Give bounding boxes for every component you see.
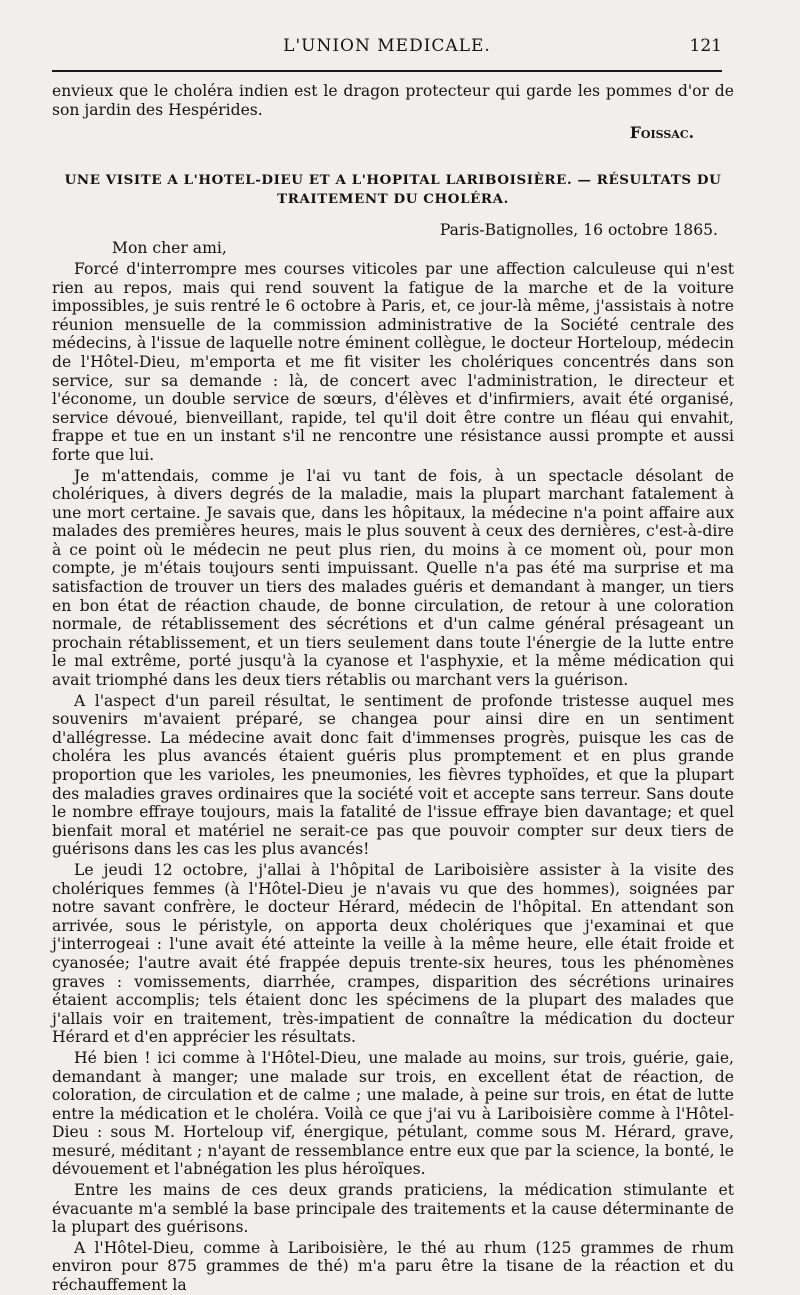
- header-rule: [52, 70, 722, 72]
- paragraph-5: Hé bien ! ici comme à l'Hôtel-Dieu, une malade au moins, sur trois, guérie, gaie, demandant à manger; une malade sur trois, en excellent état de réaction, de coloration, de circulation et de calme ; une malade, à peine sur trois, en état de lutte entre la médication et le choléra. Voilà ce que j'ai vu à Lariboisière comme à l'Hôtel-Dieu : sous M. Horteloup vif, énergique, pétulant, comme sous M. Hérard, grave, mesuré, méditant ; n'ayant de ressemblance entre eux que par la science, la bonté, le dévouement et l'abnégation les plus héroïques.: [52, 1048, 734, 1179]
- dateline: Paris-Batignolles, 16 octobre 1865.: [439, 220, 718, 239]
- running-title: L'UNION MEDICALE.: [283, 36, 491, 56]
- paragraph-4: Le jeudi 12 octobre, j'allai à l'hôpital de Lariboisière assister à la visite des cholériques femmes (à l'Hôtel-Dieu je n'avais vu que des hommes), soignées par notre savant confrère, le docteur Hérard, médecin de l'hôpital. En attendant son arrivée, sous le péristyle, on apporta deux cholériques que j'examinai et que j'interrogeai : l'une avait été atteinte la veille à la même heure, elle était froide et cyanosée; l'autre avait été frappée depuis trente-six heures, tous les phénomènes graves : vomissements, diarrhée, crampes, disparition des sécrétions urinaires étaient accomplis; tels étaient donc les spécimens de la plupart des malades que j'allais voir en traitement, très-impatient de connaître la médication du docteur Hérard et d'en apprécier les résultats.: [52, 860, 734, 1047]
- section-title-line-2: TRAITEMENT DU CHOLÉRA.: [277, 190, 509, 207]
- section-title: [52, 171, 734, 209]
- paragraph-6: Entre les mains de ces deux grands praticiens, la médication stimulante et évacuante m'a semblé la base principale des traitements et la cause déterminante de la plupart des guérisons.: [52, 1181, 734, 1237]
- article-body: [52, 82, 734, 1295]
- salutation: Mon cher ami,: [112, 239, 227, 258]
- page-number: 121: [689, 36, 722, 56]
- continuation-paragraph: envieux que le choléra indien est le dragon protecteur qui garde les pommes d'or de son jardin des Hespérides.: [52, 82, 734, 119]
- paragraph-1: Forcé d'interrompre mes courses viticoles par une affection calculeuse qui n'est rien au repos, mais qui rend souvent la fatigue de la marche et de la voiture impossibles, je suis rentré le 6 octobre à Paris, et, ce jour-là même, j'assistais à notre réunion mensuelle de la commission administrative de la Société centrale des médecins, à l'issue de laquelle notre éminent collègue, le docteur Horteloup, médecin de l'Hôtel-Dieu, m'emporta et me fit visiter les cholériques concentrés dans son service, sur sa demande : là, de concert avec l'administration, le directeur et l'économe, un double service de sœurs, d'élèves et d'infirmiers, avait été organisé, service dévoué, bienveillant, rapide, tel qu'il doit être contre un fléau qui envahit, frappe et tue en un instant s'il ne rencontre une résistance aussi prompte et aussi forte que lui.: [52, 259, 734, 464]
- paragraph-2: Je m'attendais, comme je l'ai vu tant de fois, à un spectacle désolant de cholériques, à divers degrés de la maladie, mais la plupart marchant fatalement à une mort certaine. Je savais que, dans les hôpitaux, la médecine n'a point affaire aux malades des premières heures, mais le plus souvent à ceux des dernières, c'est-à-dire à ce point où le médecin ne peut plus rien, du moins à ce moment où, pour mon compte, je m'étais toujours senti impuissant. Quelle n'a pas été ma surprise et ma satisfaction de trouver un tiers des malades guéris et demandant à manger, un tiers en bon état de réaction chaude, de bonne circulation, de retour à une coloration normale, de rétablissement des sécrétions et d'un calme général présageant un prochain rétablissement, et un tiers seulement dans toute l'énergie de la lutte entre le mal extrême, porté jusqu'à la cyanose et l'asphyxie, et la même médication qui avait triomphé dans les deux tiers rétablis ou marchant vers la guérison.: [52, 466, 734, 690]
- page-header: [52, 36, 722, 60]
- paragraph-7: A l'Hôtel-Dieu, comme à Lariboisière, le thé au rhum (125 grammes de rhum environ pour 875 grammes de thé) m'a paru être la tisane de la réaction et du réchauffement la: [52, 1238, 734, 1295]
- paragraph-3: A l'aspect d'un pareil résultat, le sentiment de profonde tristesse auquel mes souvenirs m'avaient préparé, se changea pour ainsi dire en un sentiment d'allégresse. La médecine avait donc fait d'immenses progrès, puisque les cas de choléra les plus avancés étaient guéris plus promptement et en plus grande proportion que les varioles, les pneumonies, les fièvres typhoïdes, et que la plupart des maladies graves ordinaires que la société voit et accepte sans terreur. Sans doute le nombre effraye toujours, mais la fatalité de l'issue effraye bien davantage; et quel bienfait moral et matériel ne serait-ce pas que pouvoir compter sur deux tiers de guérisons dans les cas les plus avancés!: [52, 691, 734, 859]
- signature: Foissac.: [629, 123, 694, 143]
- section-title-line-1: UNE VISITE A L'HOTEL-DIEU ET A L'HOPITAL LARIBOISIÈRE. — RÉSULTATS DU: [64, 171, 722, 188]
